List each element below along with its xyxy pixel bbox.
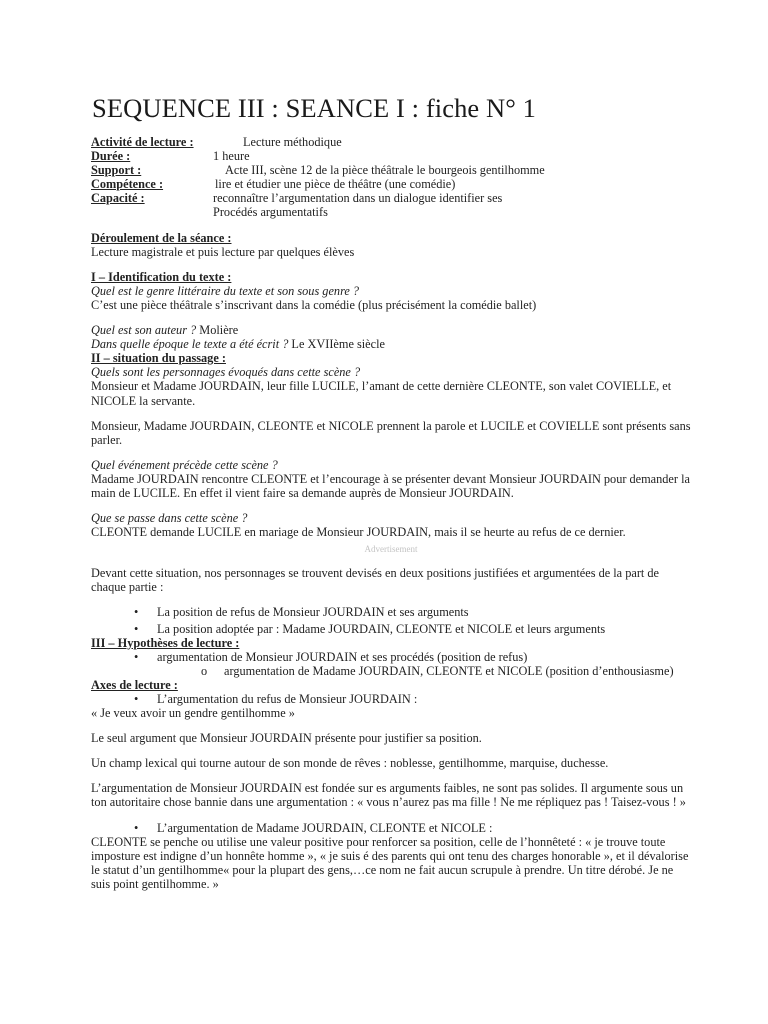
- paragraph: Un champ lexical qui tourne autour de son monde de rêves : noblesse, gentilhomme, marquise, duchesse.: [91, 756, 609, 771]
- answer: Molière: [196, 323, 239, 338]
- meta-value: 1 heure: [213, 149, 250, 164]
- meta-value: Lecture méthodique: [243, 135, 342, 149]
- bullet-list: [91, 821, 691, 835]
- bullet-list: [91, 605, 691, 635]
- section-heading: Axes de lecture :: [91, 677, 178, 692]
- meta-label: Support :: [91, 163, 142, 178]
- meta-value: Acte III, scène 12 de la pièce théâtrale le bourgeois gentilhomme: [225, 163, 545, 178]
- meta-value-continued: Procédés argumentatifs: [213, 205, 328, 220]
- question: Dans quelle époque le texte a été écrit ?: [91, 337, 289, 352]
- question: Que se passe dans cette scène ?: [91, 511, 248, 526]
- meta-row: [91, 135, 691, 149]
- list-item: • La position de refus de Monsieur JOURDAIN et ses arguments: [91, 605, 691, 619]
- list-item: • argumentation de Monsieur JOURDAIN et ses procédés (position de refus): [91, 650, 691, 664]
- section-heading: III – Hypothèses de lecture :: [91, 635, 240, 650]
- meta-label: Capacité :: [91, 191, 145, 206]
- meta-row: [91, 163, 691, 177]
- answer: C’est une pièce théâtrale s’inscrivant dans la comédie (plus précisément la comédie ballet): [91, 297, 537, 312]
- question: Quel est le genre littéraire du texte et son sous genre ?: [91, 283, 360, 298]
- section-heading: II – situation du passage :: [91, 351, 226, 366]
- bullet-list: [91, 692, 691, 706]
- meta-label: Activité de lecture :: [91, 135, 194, 149]
- question-line: [91, 337, 691, 351]
- quote: « Je veux avoir un gendre gentilhomme »: [91, 706, 295, 721]
- answer: Le XVIIème siècle: [288, 337, 385, 352]
- section-heading: I – Identification du texte :: [91, 269, 232, 284]
- meta-row: [91, 149, 691, 163]
- answer: Madame JOURDAIN rencontre CLEONTE et l’encourage à se présenter devant Monsieur JOURDAIN pour demander la main de LUCILE. En effet il vient faire sa demande auprès de Monsieur JOURDAIN.: [91, 471, 690, 500]
- question-line: [91, 323, 691, 337]
- list-item: • L’argumentation du refus de Monsieur JOURDAIN :: [91, 692, 691, 706]
- meta-row: [91, 191, 691, 205]
- advertisement-label: Advertisement: [364, 544, 418, 555]
- section-heading: Déroulement de la séance :: [91, 230, 232, 245]
- meta-row: [91, 177, 691, 191]
- question: Quel événement précède cette scène ?: [91, 457, 278, 472]
- meta-label: Durée :: [91, 149, 131, 164]
- meta-value: reconnaître l’argumentation dans un dialogue identifier ses: [213, 191, 503, 206]
- list-item: • La position adoptée par : Madame JOURDAIN, CLEONTE et NICOLE et leurs arguments: [91, 622, 691, 636]
- paragraph: Lecture magistrale et puis lecture par quelques élèves: [91, 244, 355, 259]
- paragraph: L’argumentation de Monsieur JOURDAIN est fondée sur es arguments faibles, ne sont pas solides. Il argumente sous un ton autoritaire chose bannie dans une argumentation : « vous n’aurez pas ma fille ! Ne me répliquez pas ! Taisez-vous ! »: [91, 781, 686, 810]
- paragraph: CLEONTE se penche ou utilise une valeur positive pour renforcer sa position, celle de l’honnêteté : « je trouve toute imposture est indigne d’un honnête homme », « je suis é des parents qui ont tenu des charges honorable », et il dévalorise le statut d’un gentilhomme« pour la plupart des gens,…ce nom ne fait aucun scrupule à prendre. Un titre dérobé. Je ne suis point gentilhomme. »: [91, 834, 689, 891]
- meta-row: [91, 205, 691, 219]
- meta-label: Compétence :: [91, 177, 164, 192]
- bullet-list: [91, 650, 691, 678]
- sub-list-item: o argumentation de Madame JOURDAIN, CLEONTE et NICOLE (position d’enthousiasme): [91, 664, 691, 678]
- paragraph: Le seul argument que Monsieur JOURDAIN présente pour justifier sa position.: [91, 731, 482, 746]
- paragraph: Monsieur, Madame JOURDAIN, CLEONTE et NICOLE prennent la parole et LUCILE et COVIELLE sont présents sans parler.: [91, 418, 691, 447]
- question: Quel est son auteur ?: [91, 323, 197, 338]
- question: Quels sont les personnages évoqués dans cette scène ?: [91, 365, 361, 380]
- page-title: SEQUENCE III : SEANCE I : fiche N° 1: [92, 93, 537, 123]
- paragraph: Devant cette situation, nos personnages se trouvent devisés en deux positions justifiées et argumentées de la part de chaque partie :: [91, 566, 660, 595]
- meta-value: lire et étudier une pièce de théâtre (une comédie): [215, 177, 456, 192]
- list-item: • L’argumentation de Madame JOURDAIN, CLEONTE et NICOLE :: [91, 821, 691, 835]
- document-body: [91, 135, 691, 891]
- answer: Monsieur et Madame JOURDAIN, leur fille LUCILE, l’amant de cette dernière CLEONTE, son valet COVIELLE, et NICOLE la servante.: [91, 379, 672, 408]
- answer: CLEONTE demande LUCILE en mariage de Monsieur JOURDAIN, mais il se heurte au refus de ce dernier.: [91, 525, 626, 540]
